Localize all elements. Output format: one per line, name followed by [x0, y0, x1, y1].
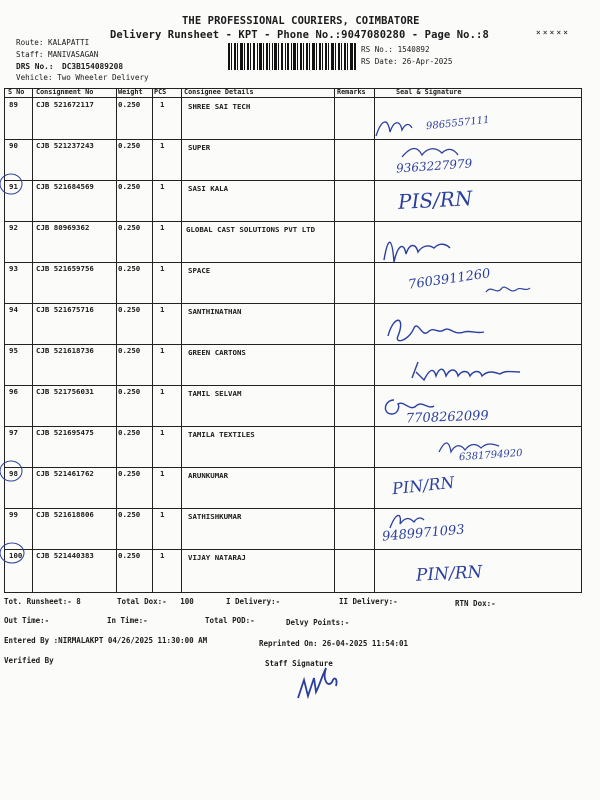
- row-weight: 0.250: [118, 428, 141, 437]
- ink-circle-98: [0, 459, 24, 483]
- row-sno: 94: [9, 305, 18, 314]
- row-weight: 0.250: [118, 305, 141, 314]
- ink-circle-91: [0, 172, 24, 196]
- row-consignee: SUPER: [188, 143, 211, 152]
- ii-delivery: II Delivery:-: [339, 597, 398, 606]
- staff-signature-label: Staff Signature: [265, 659, 333, 668]
- signature-100: PIN/RN: [415, 562, 483, 586]
- signature-98: PIN/RN: [391, 472, 456, 499]
- row-pcs: 1: [160, 428, 165, 437]
- row-sno: 93: [9, 264, 18, 273]
- col-header-sno: S No: [8, 88, 25, 96]
- row-weight: 0.250: [118, 551, 141, 560]
- col-header-pcs: PCS: [154, 88, 167, 96]
- row-consignment-no: CJB 521618736: [36, 346, 94, 355]
- col-header-remarks: Remarks: [337, 88, 366, 96]
- row-consignment-no: CJB 521237243: [36, 141, 94, 150]
- reprinted-on: Reprinted On: 26-04-2025 11:54:01: [259, 639, 409, 648]
- col-header-weight: Weight: [118, 88, 143, 96]
- row-weight: 0.250: [118, 100, 141, 109]
- signature-91: PIS/RN: [397, 186, 473, 214]
- corner-marks: ×××××: [535, 28, 570, 37]
- rtn-dox: RTN Dox:-: [455, 599, 496, 608]
- row-consignee: TAMILA TEXTILES: [188, 430, 255, 439]
- row-pcs: 1: [160, 469, 165, 478]
- signature-99: 9489971093: [386, 510, 426, 536]
- row-weight: 0.250: [118, 469, 141, 478]
- row-pcs: 1: [160, 346, 165, 355]
- vehicle-label: Vehicle: Two Wheeler Delivery: [16, 73, 149, 82]
- signature-93: 7603911260: [408, 272, 491, 287]
- total-pod: Total POD:-: [205, 616, 255, 625]
- row-consignment-no: CJB 80969362: [36, 223, 90, 232]
- row-pcs: 1: [160, 305, 165, 314]
- col-header-consignment: Consignment No: [36, 88, 94, 96]
- staff-label: Staff: MANIVASAGAN: [16, 50, 99, 59]
- row-consignee: SATHISHKUMAR: [188, 512, 242, 521]
- row-consignment-no: CJB 521461762: [36, 469, 94, 478]
- row-consignment-no: CJB 521684569: [36, 182, 94, 191]
- row-sno: 96: [9, 387, 18, 396]
- ink-circle-100: [0, 541, 26, 565]
- row-consignment-no: CJB 521756031: [36, 387, 94, 396]
- row-pcs: 1: [160, 223, 165, 232]
- row-weight: 0.250: [118, 141, 141, 150]
- drs-number: DC3B154089208: [62, 62, 124, 71]
- runsheet-subtitle: Delivery Runsheet - KPT - Phone No.:9047080280 - Page No.:8: [110, 29, 489, 41]
- row-sno: 90: [9, 141, 18, 150]
- row-pcs: 1: [160, 387, 165, 396]
- signature-95: [410, 358, 530, 390]
- row-consignee: SHREE SAI TECH: [188, 102, 251, 111]
- drs-label: DRS No.:: [16, 62, 54, 71]
- row-consignee: SPACE: [188, 266, 211, 275]
- total-dox: Total Dox:- 100: [117, 597, 194, 606]
- row-sno: 95: [9, 346, 18, 355]
- row-consignee: SASI KALA: [188, 184, 229, 193]
- staff-signature-ink: [292, 658, 352, 708]
- row-weight: 0.250: [118, 182, 141, 191]
- row-weight: 0.250: [118, 223, 141, 232]
- row-consignment-no: CJB 521675716: [36, 305, 94, 314]
- row-consignment-no: CJB 521659756: [36, 264, 94, 273]
- row-consignment-no: CJB 521618806: [36, 510, 94, 519]
- row-consignee: VIJAY NATARAJ: [188, 553, 246, 562]
- row-consignee: SANTHINATHAN: [188, 307, 242, 316]
- signature-89: 9865557111: [372, 112, 512, 146]
- row-sno: 89: [9, 100, 18, 109]
- row-consignee: TAMIL SELVAM: [188, 389, 242, 398]
- row-sno: 98: [9, 469, 18, 478]
- row-pcs: 1: [160, 510, 165, 519]
- delvy-points: Delvy Points:-: [286, 618, 350, 627]
- row-consignee: ARUNKUMAR: [188, 471, 229, 480]
- row-sno: 97: [9, 428, 18, 437]
- out-time: Out Time:-: [4, 616, 50, 625]
- row-pcs: 1: [160, 551, 165, 560]
- row-sno: 99: [9, 510, 18, 519]
- row-consignment-no: CJB 521440383: [36, 551, 94, 560]
- signature-97: 6381794920: [437, 438, 517, 462]
- signature-94: [384, 314, 494, 352]
- i-delivery: I Delivery:-: [226, 597, 281, 606]
- total-runsheet: Tot. Runsheet:- 8: [4, 597, 81, 606]
- row-pcs: 1: [160, 182, 165, 191]
- row-pcs: 1: [160, 141, 165, 150]
- row-weight: 0.250: [118, 387, 141, 396]
- row-consignment-no: CJB 521672117: [36, 100, 94, 109]
- in-time: In Time:-: [107, 616, 148, 625]
- row-sno: 92: [9, 223, 18, 232]
- signature-96: 7708262099: [380, 396, 450, 424]
- row-pcs: 1: [160, 264, 165, 273]
- rs-number: RS No.: 1540892: [361, 45, 430, 54]
- company-title: THE PROFESSIONAL COURIERS, COIMBATORE: [182, 15, 420, 27]
- row-consignment-no: CJB 521695475: [36, 428, 94, 437]
- entered-by: Entered By :NIRMALAKPT 04/26/2025 11:30:00 AM: [4, 636, 208, 645]
- row-weight: 0.250: [118, 264, 141, 273]
- row-weight: 0.250: [118, 510, 141, 519]
- rs-date: RS Date: 26-Apr-2025: [361, 57, 453, 66]
- row-weight: 0.250: [118, 346, 141, 355]
- row-consignee: GREEN CARTONS: [188, 348, 246, 357]
- signature-90: 9363227979: [392, 143, 532, 177]
- row-pcs: 1: [160, 100, 165, 109]
- verified-by: Verified By: [4, 656, 54, 665]
- row-consignee: GLOBAL CAST SOLUTIONS PVT LTD: [186, 225, 316, 234]
- col-header-consignee: Consignee Details: [184, 88, 254, 96]
- col-header-signature: Seal & Signature: [396, 88, 462, 96]
- row-sno: 91: [9, 182, 18, 191]
- barcode: [228, 43, 356, 70]
- route-label: Route: KALAPATTI: [16, 38, 90, 47]
- row-sno: 100: [9, 551, 23, 560]
